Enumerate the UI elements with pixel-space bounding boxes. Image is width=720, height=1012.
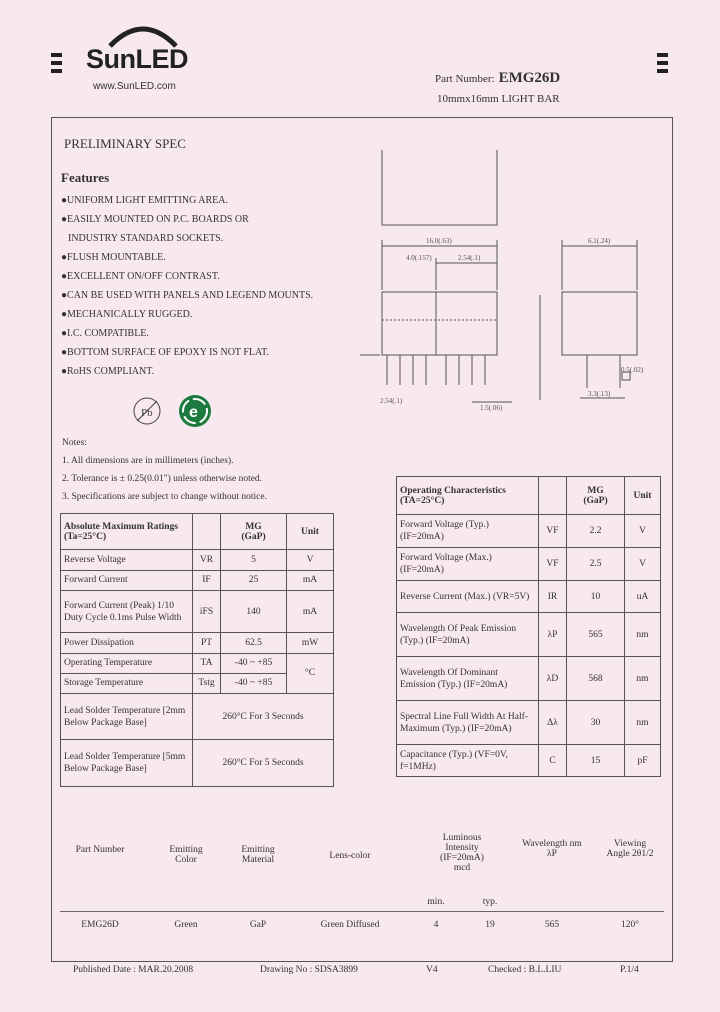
table-row: Reverse Current (Max.) (VR=5V) IR 10 uA bbox=[397, 581, 661, 613]
rohs-icon bbox=[177, 393, 213, 429]
svg-text:e: e bbox=[189, 404, 198, 421]
part-number-header bbox=[435, 70, 560, 87]
pb-free-icon bbox=[132, 396, 162, 426]
preliminary-spec-label: PRELIMINARY SPEC bbox=[64, 136, 186, 151]
svg-text:4.0(.157): 4.0(.157) bbox=[406, 254, 432, 262]
feature-item: ●EXCELLENT ON/OFF CONTRAST. bbox=[61, 271, 220, 282]
table-header-cell: MG (GaP) bbox=[221, 514, 287, 550]
feature-item: ●I.C. COMPATIBLE. bbox=[61, 328, 149, 339]
header-luminous-intensity: Luminous Intensity (IF=20mA) mcd bbox=[440, 833, 484, 873]
features-title: Features bbox=[61, 170, 110, 185]
operating-characteristics-table bbox=[396, 476, 661, 777]
table-header-cell: Absolute Maximum Ratings (Ta=25°C) bbox=[61, 514, 193, 550]
feature-item: ●BOTTOM SURFACE OF EPOXY IS NOT FLAT. bbox=[61, 347, 270, 358]
table-row: Wavelength Of Peak Emission (Typ.) (IF=20mA) λP 565 nm bbox=[397, 613, 661, 657]
feature-item: ●CAN BE USED WITH PANELS AND LEGEND MOUNTS. bbox=[61, 290, 314, 301]
svg-text:6.1(.24): 6.1(.24) bbox=[588, 237, 611, 245]
features-list bbox=[61, 191, 313, 381]
package-drawing bbox=[340, 140, 670, 420]
feature-item: ●MECHANICALLY RUGGED. bbox=[61, 309, 193, 320]
header-lens-color: Lens-color bbox=[329, 851, 371, 861]
feature-item: ●UNIFORM LIGHT EMITTING AREA. bbox=[61, 195, 228, 206]
part-number-label: Part Number: bbox=[435, 73, 495, 85]
checked-by: Checked : B.L.LIU bbox=[488, 965, 562, 975]
row-lens: Green Diffused bbox=[320, 920, 380, 930]
table-header-cell: Unit bbox=[625, 477, 661, 515]
header-viewing-angle: Viewing Angle 2θ1/2 bbox=[606, 839, 654, 859]
page-number: P.1/4 bbox=[620, 965, 639, 975]
table-row: Reverse Voltage VR 5 V bbox=[61, 550, 334, 570]
svg-text:3.3(.13): 3.3(.13) bbox=[588, 390, 611, 398]
header-min: min. bbox=[427, 897, 445, 907]
product-subtitle: 10mmx16mm LIGHT BAR bbox=[437, 93, 560, 105]
table-row: Wavelength Of Dominant Emission (Typ.) (IF=20mA) λD 568 nm bbox=[397, 657, 661, 701]
table-header-cell: MG (GaP) bbox=[567, 477, 625, 515]
table-row: Forward Current IF 25 mA bbox=[61, 570, 334, 590]
row-min: 4 bbox=[433, 920, 439, 930]
feature-item: INDUSTRY STANDARD SOCKETS. bbox=[68, 233, 224, 244]
version: V4 bbox=[426, 965, 438, 975]
published-date: Published Date : MAR.20.2008 bbox=[73, 965, 194, 975]
svg-text:2.54(.1): 2.54(.1) bbox=[380, 397, 403, 405]
svg-text:1.5(.06): 1.5(.06) bbox=[480, 404, 503, 412]
table-row: Power Dissipation PT 62.5 mW bbox=[61, 633, 334, 653]
table-row: Forward Current (Peak) 1/10 Duty Cycle 0.1ms Pulse Width iFS 140 mA bbox=[61, 590, 334, 632]
table-header-cell bbox=[193, 514, 221, 550]
table-row: Forward Voltage (Typ.) (IF=20mA) VF 2.2 V bbox=[397, 515, 661, 548]
table-row: Storage Temperature Tstg -40 ~ +85 bbox=[61, 673, 334, 693]
header-emitting-material: Emitting Material bbox=[241, 845, 275, 865]
table-row: Capacitance (Typ.) (VF=0V, f=1MHz) C 15 pF bbox=[397, 745, 661, 777]
part-number-value: EMG26D bbox=[498, 70, 561, 86]
header-emitting-color: Emitting Color bbox=[169, 845, 203, 865]
notes-block bbox=[62, 434, 267, 506]
feature-item: ●FLUSH MOUNTABLE. bbox=[61, 252, 166, 263]
table-header-cell: Operating Characteristics (TA=25°C) bbox=[397, 477, 539, 515]
row-color: Green bbox=[174, 920, 198, 930]
drawing-dimension-labels bbox=[380, 237, 644, 412]
drawing-number: Drawing No : SDSA3899 bbox=[260, 965, 358, 975]
table-row: Operating Temperature TA -40 ~ +85 °C bbox=[61, 653, 334, 673]
table-header-cell bbox=[539, 477, 567, 515]
table-row: Spectral Line Full Width At Half-Maximum (Typ.) (IF=20mA) Δλ 30 nm bbox=[397, 701, 661, 745]
row-wavelength: 565 bbox=[544, 920, 560, 930]
note-line: 3. Specifications are subject to change without notice. bbox=[62, 492, 267, 502]
svg-text:16.0(.63): 16.0(.63) bbox=[426, 237, 452, 245]
note-line: 1. All dimensions are in millimeters (inches). bbox=[62, 456, 234, 466]
header-wavelength: Wavelength nm λP bbox=[522, 839, 582, 859]
header-typ: typ. bbox=[482, 897, 498, 907]
selection-divider bbox=[60, 911, 664, 912]
svg-text:0.5(.02): 0.5(.02) bbox=[621, 366, 644, 374]
table-row: Lead Solder Temperature [2mm Below Package Base] 260°C For 3 Seconds bbox=[61, 693, 334, 740]
table-header-cell: Unit bbox=[287, 514, 334, 550]
absolute-max-ratings-table bbox=[60, 513, 334, 787]
feature-item: ●RoHS COMPLIANT. bbox=[61, 366, 155, 377]
row-part: EMG26D bbox=[81, 920, 119, 930]
drawing-lines bbox=[360, 150, 637, 402]
svg-text:Pb: Pb bbox=[141, 407, 153, 419]
svg-text:2.54(.1): 2.54(.1) bbox=[458, 254, 481, 262]
row-typ: 19 bbox=[485, 920, 495, 930]
row-material: GaP bbox=[249, 920, 267, 930]
note-line: 2. Tolerance is ± 0.25(0.01") unless otherwise noted. bbox=[62, 474, 263, 484]
table-row: Forward Voltage (Max.) (IF=20mA) VF 2.5 V bbox=[397, 548, 661, 581]
note-line: Notes: bbox=[62, 438, 87, 448]
feature-item: ●EASILY MOUNTED ON P.C. BOARDS OR bbox=[61, 214, 249, 225]
table-row: Lead Solder Temperature [5mm Below Package Base] 260°C For 5 Seconds bbox=[61, 740, 334, 787]
company-logo: SunLED bbox=[86, 44, 188, 74]
row-angle: 120° bbox=[620, 920, 640, 930]
header-part-number: Part Number bbox=[75, 845, 125, 855]
company-url[interactable]: www.SunLED.com bbox=[93, 81, 176, 92]
